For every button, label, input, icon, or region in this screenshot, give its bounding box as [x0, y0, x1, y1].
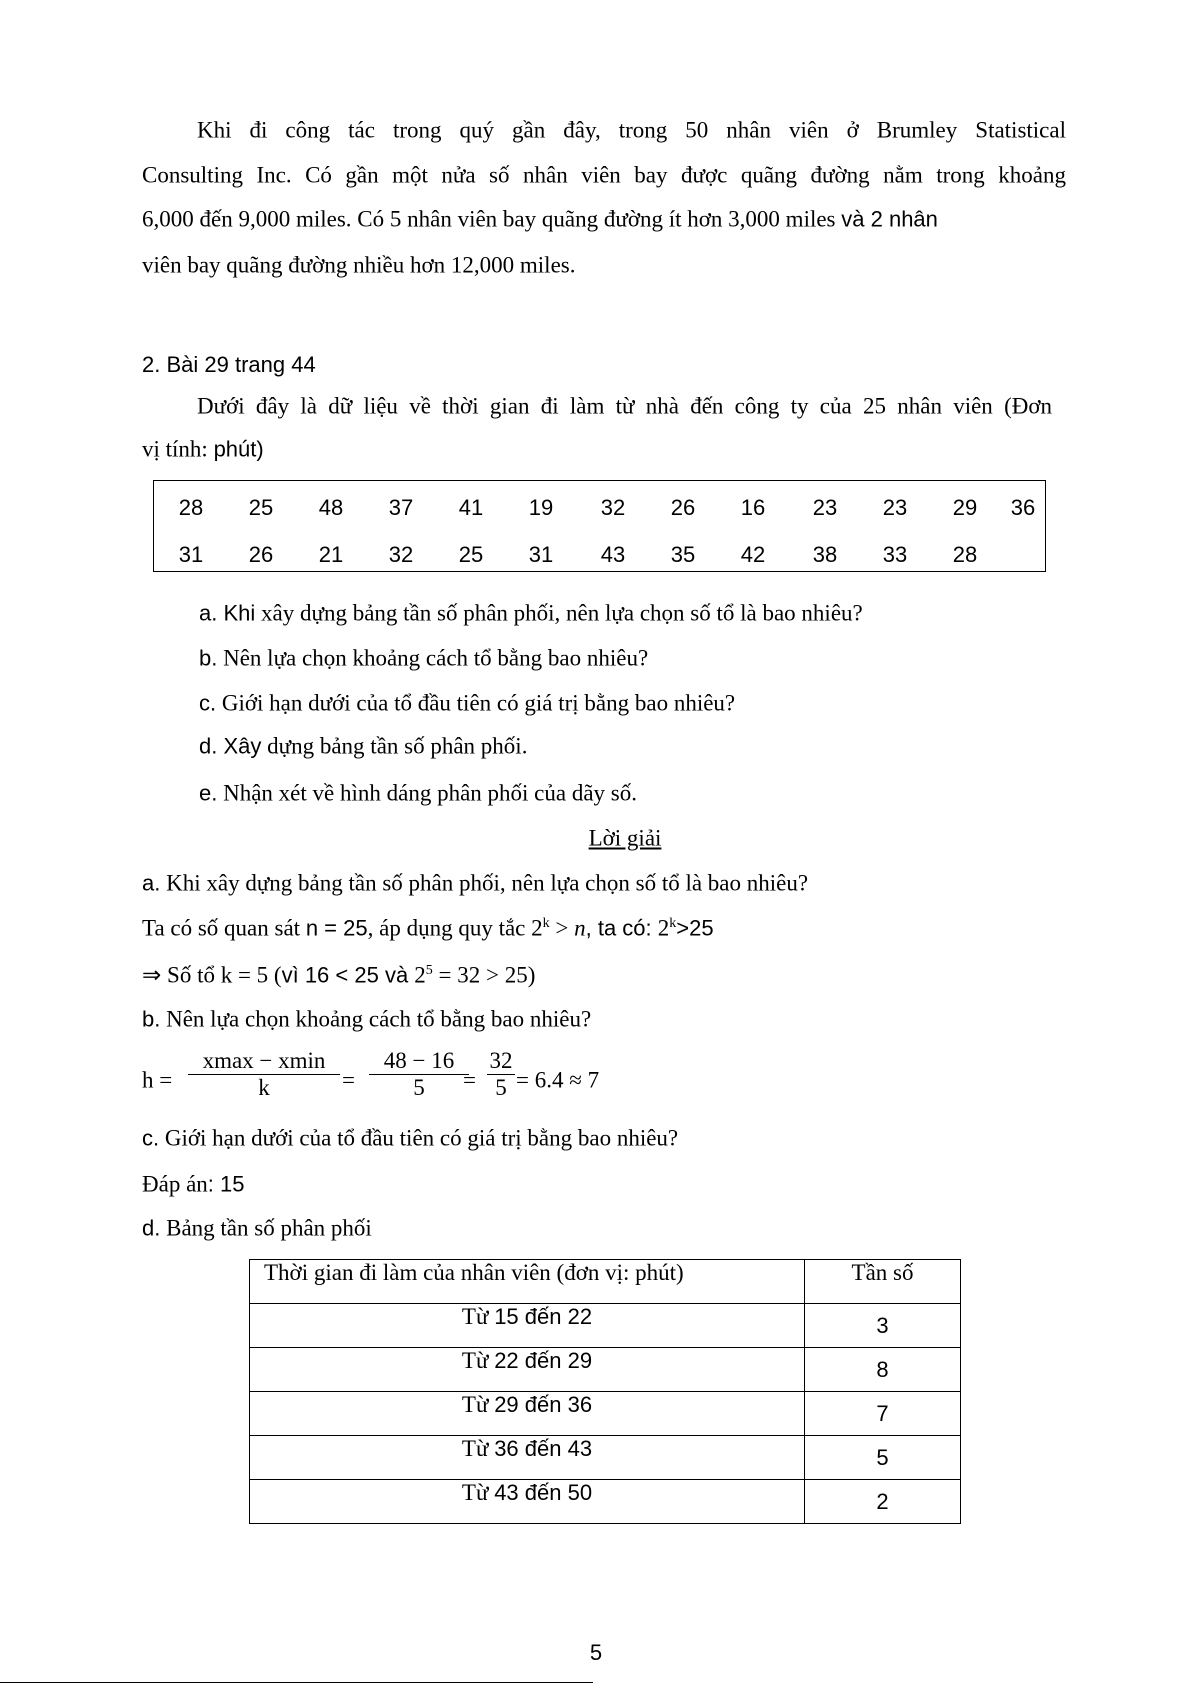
formula-h: h =	[142, 1067, 173, 1093]
fraction-2	[369, 1048, 469, 1101]
t: 15 đến 22	[494, 1304, 593, 1329]
solution-heading: Lời giải	[588, 825, 662, 851]
question-d	[199, 735, 527, 758]
equals: =	[463, 1067, 476, 1093]
intro-line-3-text: 6,000 đến 9,000 miles. Có 5 nhân viên bay quãng đường ít hơn 3,000 miles	[142, 206, 842, 232]
range-cell	[250, 1392, 805, 1436]
t: >	[549, 915, 575, 941]
data-value: 31	[178, 542, 204, 567]
frequency-cell: 8	[805, 1348, 961, 1392]
exercise-desc-2	[142, 438, 264, 461]
t: 29 đến 36	[494, 1392, 593, 1417]
data-value: 23	[882, 495, 908, 520]
t: : 15	[207, 1171, 245, 1197]
t: 2	[657, 915, 670, 941]
question-label: d. Xây	[199, 733, 262, 759]
range-cell	[250, 1348, 805, 1392]
denominator: k	[188, 1074, 340, 1101]
t: vì 16 < 25 và	[281, 962, 415, 988]
sup: 5	[425, 962, 433, 978]
table-row	[250, 1480, 961, 1524]
denominator: 5	[369, 1074, 469, 1101]
t: = 32 > 25)	[432, 962, 536, 988]
table-header-row	[250, 1260, 961, 1304]
label: c.	[142, 1125, 160, 1151]
t: Từ	[461, 1348, 495, 1373]
solution-b-question	[142, 1008, 591, 1031]
frequency-table	[249, 1259, 961, 1524]
formula-result: = 6.4 ≈ 7	[516, 1067, 600, 1093]
question-text: Nhận xét về hình dáng phân phối của dãy số.	[217, 780, 638, 806]
data-value: 26	[248, 542, 274, 567]
intro-line-3-sans: và 2 nhân	[841, 206, 938, 232]
solution-a-question	[142, 872, 808, 895]
solution-d-question	[142, 1217, 372, 1240]
solution-c-answer	[142, 1173, 244, 1196]
t: 36 đến 43	[494, 1436, 593, 1461]
exercise-desc-1: Dưới đây là dữ liệu về thời gian đi làm từ nhà đến công ty của 25 nhân viên (Đơn	[197, 393, 1052, 419]
fraction-1	[188, 1048, 340, 1101]
text: Giới hạn dưới của tổ đầu tiên có giá trị bằng bao nhiêu?	[159, 1125, 679, 1151]
equals: =	[342, 1067, 355, 1093]
question-text: xây dựng bảng tần số phân phối, nên lựa chọn số tổ là bao nhiêu?	[255, 600, 863, 626]
t: 2	[414, 962, 426, 988]
data-value: 32	[600, 495, 626, 520]
header-cell: Thời gian đi làm của nhân viên (đơn vị: phút)	[250, 1260, 805, 1304]
table-row	[250, 1436, 961, 1480]
t: Ta có số quan sát	[142, 915, 306, 941]
numerator: xmax − xmin	[202, 1048, 326, 1073]
data-value: 48	[318, 495, 344, 520]
sup: k	[669, 915, 677, 931]
fraction-3	[487, 1048, 515, 1101]
table-row	[250, 1348, 961, 1392]
solution-a-line-1	[142, 917, 714, 940]
text: Khi xây dựng bảng tần số phân phối, nên lựa chọn số tổ là bao nhiêu?	[160, 870, 809, 896]
denominator: 5	[487, 1074, 515, 1101]
text: Bảng tần số phân phối	[160, 1215, 372, 1241]
t: 43 đến 50	[494, 1480, 593, 1505]
data-value: 28	[178, 495, 204, 520]
frequency-cell: 5	[805, 1436, 961, 1480]
intro-line-2: Consulting Inc. Có gần một nửa số nhân viên bay được quãng đường nằm trong khoảng	[142, 162, 1066, 188]
t: Từ	[461, 1480, 495, 1505]
question-label: a. Khi	[199, 600, 256, 626]
desc-text: vị tính:	[142, 436, 214, 462]
data-value: 38	[812, 542, 838, 567]
data-value: 43	[600, 542, 626, 567]
solution-a-line-2	[142, 964, 535, 987]
intro-line-1: Khi đi công tác trong quý gần đây, trong 50 nhân viên ở Brumley Statistical	[197, 117, 1066, 143]
t: Đáp án	[142, 1171, 208, 1197]
intro-line-4: viên bay quãng đường nhiều hơn 12,000 miles.	[142, 252, 576, 278]
data-value: 41	[458, 495, 484, 520]
question-a	[199, 602, 863, 625]
data-value: 36	[1010, 495, 1036, 520]
t: n	[574, 915, 586, 941]
t: >25	[676, 915, 714, 941]
data-value: 16	[740, 495, 766, 520]
sup: k	[542, 915, 550, 931]
range-cell	[250, 1480, 805, 1524]
t: Từ	[461, 1304, 495, 1329]
table-row	[250, 1304, 961, 1348]
frequency-cell: 7	[805, 1392, 961, 1436]
question-label: e.	[199, 780, 218, 806]
exercise-title: 2. Bài 29 trang 44	[142, 352, 316, 377]
t: Từ	[461, 1392, 495, 1417]
numerator: 32	[489, 1048, 513, 1073]
range-cell	[250, 1304, 805, 1348]
data-value: 42	[740, 542, 766, 567]
data-value: 33	[882, 542, 908, 567]
header-cell: Tần số	[805, 1260, 961, 1304]
question-text: Giới hạn dưới của tổ đầu tiên có giá trị bằng bao nhiêu?	[216, 690, 736, 716]
question-text: Nên lựa chọn khoảng cách tổ bằng bao nhiêu?	[217, 645, 649, 671]
t: Từ	[461, 1436, 495, 1461]
data-value: 25	[458, 542, 484, 567]
label: d.	[142, 1215, 161, 1241]
footer-divider	[0, 1682, 593, 1683]
desc-unit: phút)	[213, 436, 264, 462]
table-row	[250, 1392, 961, 1436]
data-value: 26	[670, 495, 696, 520]
data-value: 25	[248, 495, 274, 520]
numerator: 48 − 16	[383, 1048, 455, 1073]
data-value: 31	[528, 542, 554, 567]
solution-c-question	[142, 1127, 678, 1150]
data-value: 32	[388, 542, 414, 567]
data-value: 37	[388, 495, 414, 520]
question-label: c.	[199, 690, 217, 716]
data-value: 23	[812, 495, 838, 520]
question-label: b.	[199, 645, 218, 671]
data-box	[153, 480, 1046, 572]
text: Nên lựa chọn khoảng cách tổ bằng bao nhiêu?	[160, 1006, 592, 1032]
question-e	[199, 782, 637, 805]
t: n = 25	[305, 915, 368, 941]
frequency-cell: 2	[805, 1480, 961, 1524]
question-b	[199, 647, 648, 670]
data-value: 19	[528, 495, 554, 520]
question-c	[199, 692, 735, 715]
data-value: 21	[318, 542, 344, 567]
question-text: dựng bảng tần số phân phối.	[261, 733, 528, 759]
t: , ta có:	[585, 915, 658, 941]
range-cell	[250, 1436, 805, 1480]
data-value: 28	[952, 542, 978, 567]
t: ⇒ Số tổ k = 5 (	[142, 962, 282, 988]
frequency-cell: 3	[805, 1304, 961, 1348]
label: b.	[142, 1006, 161, 1032]
label: a.	[142, 870, 161, 896]
t: , áp dụng quy tắc 2	[367, 915, 543, 941]
t: 22 đến 29	[494, 1348, 593, 1373]
intro-line-3	[142, 208, 938, 231]
data-value: 29	[952, 495, 978, 520]
data-value: 35	[670, 542, 696, 567]
page-number: 5	[589, 1640, 603, 1665]
